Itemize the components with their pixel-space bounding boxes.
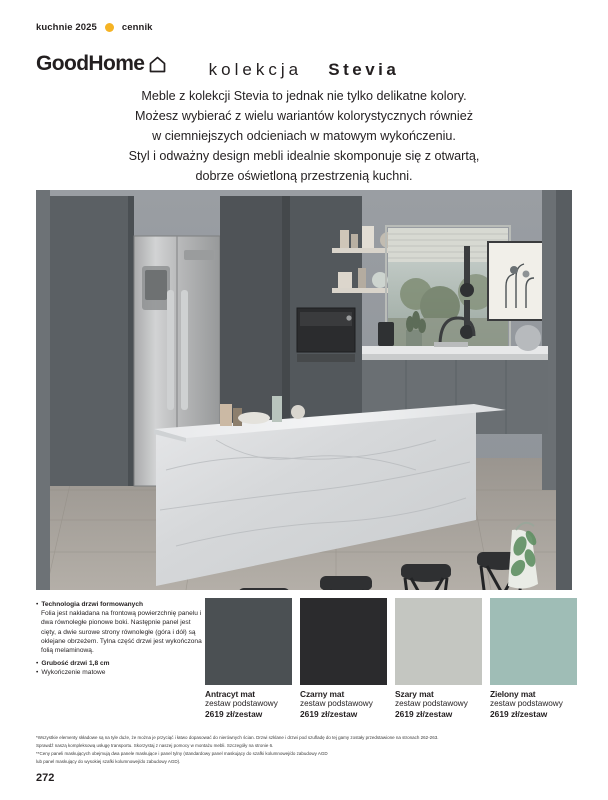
swatch-name: Czarny mat bbox=[300, 689, 345, 699]
swatch-subtitle: zestaw podstawowy bbox=[205, 699, 278, 708]
footnote-line-3: **Ceny paneli maskujących obejmują dwa panele maskujące i panel tylny (standardowy panel maskujący do szafki kolumnowej/do zabudowy AGD bbox=[36, 751, 328, 756]
color-swatch-list bbox=[205, 598, 572, 719]
breadcrumb-section-label: kuchnie 2025 bbox=[36, 22, 97, 33]
breadcrumb-page-label: cennik bbox=[121, 22, 153, 33]
swatch-name: Zielony mat bbox=[490, 689, 536, 699]
swatch-name: Antracyt mat bbox=[205, 689, 255, 699]
feature-title-3: Wykończenie matowe bbox=[41, 669, 106, 677]
breadcrumb bbox=[36, 22, 153, 33]
footnote-line-4: lub panel maskujący do wysokiej szafki kolumnowej/do zabudowy AGD). bbox=[36, 759, 181, 764]
swatch-chip[interactable] bbox=[205, 598, 292, 685]
bullet-dot-icon bbox=[105, 23, 114, 32]
intro-line-1: Meble z kolekcji Stevia to jednak nie tylko delikatne kolory. bbox=[141, 89, 467, 103]
swatch-szary[interactable] bbox=[395, 598, 482, 719]
feature-title-1: Technologia drzwi formowanych bbox=[41, 601, 144, 608]
footnote-line-2: Sprawdź naszą kompleksową usługę transportu. Skorzystaj z naszej pomocy w montażu mebli. Szczegóły na stronie 6. bbox=[36, 743, 274, 748]
bullet-icon: • bbox=[36, 601, 39, 608]
swatch-subtitle: zestaw podstawowy bbox=[300, 699, 373, 708]
brand-name: GoodHome bbox=[36, 52, 145, 75]
swatch-price: 2619 zł/zestaw bbox=[205, 709, 263, 719]
swatch-chip[interactable] bbox=[490, 598, 577, 685]
intro-line-4: Styl i odważny design mebli idealnie skomponuje się z otwartą, bbox=[128, 149, 480, 163]
swatch-price: 2619 zł/zestaw bbox=[395, 709, 453, 719]
intro-line-5: dobrze oświetloną przestrzenią kuchni. bbox=[195, 169, 413, 183]
swatch-subtitle: zestaw podstawowy bbox=[490, 699, 563, 708]
list-item bbox=[36, 659, 204, 668]
swatch-name: Szary mat bbox=[395, 689, 434, 699]
intro-paragraph bbox=[60, 86, 548, 186]
swatch-subtitle: zestaw podstawowy bbox=[395, 699, 468, 708]
footnote bbox=[36, 735, 546, 767]
list-item bbox=[36, 668, 204, 677]
swatch-czarny[interactable] bbox=[300, 598, 387, 719]
swatch-chip[interactable] bbox=[395, 598, 482, 685]
swatch-antracyt[interactable] bbox=[205, 598, 292, 719]
page-title-collection: kolekcja bbox=[208, 60, 303, 79]
swatch-zielony[interactable] bbox=[490, 598, 577, 719]
page-number: 272 bbox=[36, 772, 55, 784]
swatch-price: 2619 zł/zestaw bbox=[490, 709, 548, 719]
bullet-icon: • bbox=[36, 669, 39, 677]
feature-title-2: Grubość drzwi 1,8 cm bbox=[41, 660, 110, 668]
list-item bbox=[36, 600, 204, 609]
intro-line-3: w ciemniejszych odcieniach w matowym wykończeniu. bbox=[152, 129, 456, 143]
swatch-chip[interactable] bbox=[300, 598, 387, 685]
page-title-name: Stevia bbox=[328, 60, 400, 79]
kitchen-photo bbox=[36, 190, 572, 590]
footnote-line-1: *Wszystkie elementy składowe są na tyle duże, że można je przyciąć i łatwo dopasować do nierównych ścian. Drzwi szklane i drzwi pod szufladę do tej gamy zostały przedstawione na stronach 262-263. bbox=[36, 735, 439, 740]
feature-list bbox=[36, 600, 204, 678]
page-title bbox=[0, 60, 608, 80]
intro-line-2: Możesz wybierać z wielu wariantów kolorystycznych również bbox=[134, 109, 474, 123]
bullet-icon: • bbox=[36, 660, 39, 668]
feature-body-1: Folia jest nakładana na frontową powierzchnię panelu i dwa równoległe pionowe boki. Następnie panel jest cięty, a dwie surowe strony równoległe (góra i dół) są oklejane obrzeżem. Tylna część drzwi jest wykończona folią melaminową. bbox=[41, 610, 202, 655]
swatch-price: 2619 zł/zestaw bbox=[300, 709, 358, 719]
